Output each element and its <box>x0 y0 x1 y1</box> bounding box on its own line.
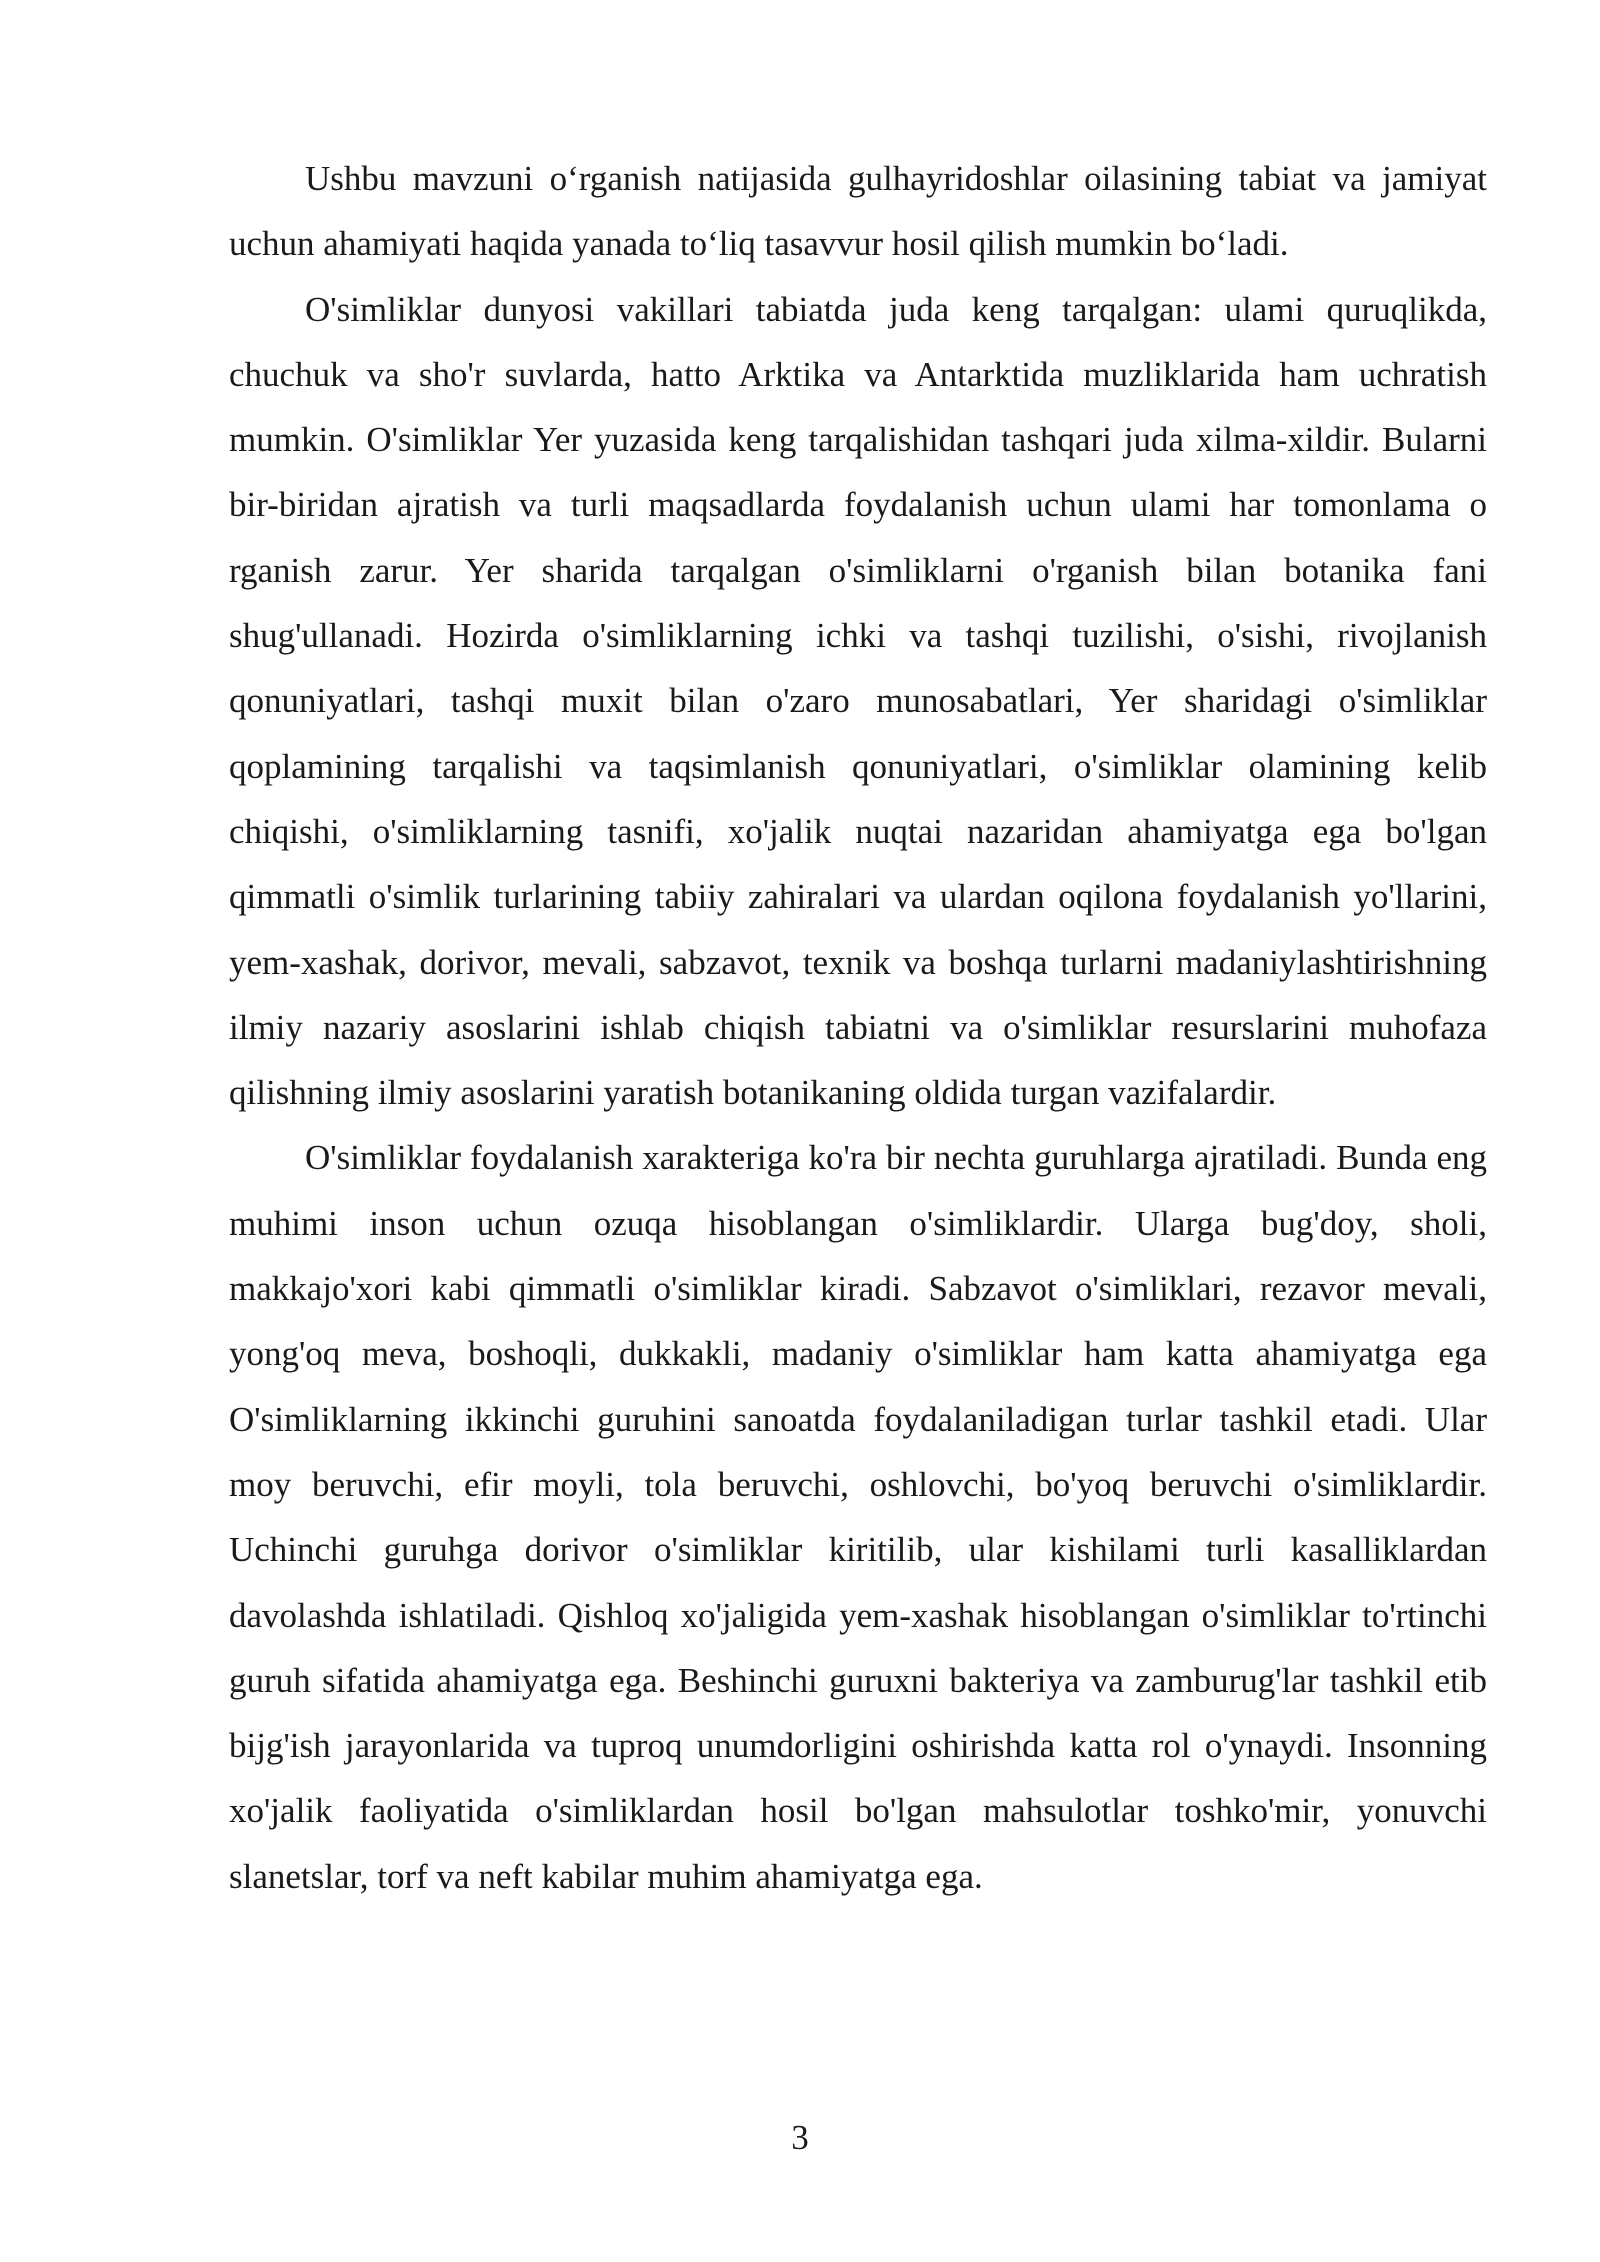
paragraph-plant-groups: O'simliklar foydalanish xarakteriga ko'ra bir nechta guruhlarga ajratiladi. Bunda eng muhimi inson uchun ozuqa hisoblangan o'simliklardir. Ularga bug'doy, sholi, makkajo'xori kabi qimmatli o'simliklar kiradi. Sabzavot o'simliklari, rezavor mevali, yong'oq meva, boshoqli, dukkakli, madaniy o'simliklar ham katta ahamiyatga ega O'simliklarning ikkinchi guruhini sanoatda foydalaniladigan turlar tashkil etadi. Ular moy beruvchi, efir moyli, tola beruvchi, oshlovchi, bo'yoq beruvchi o'simliklardir. Uchinchi guruhga dorivor o'simliklar kiritilib, ular kishilami turli kasalliklardan davolashda ishlatiladi. Qishloq xo'jaligida yem-xashak hisoblangan o'simliklar to'rtinchi guruh sifatida ahamiyatga ega. Beshinchi guruxni bakteriya va zamburug'lar tashkil etib bijg'ish jarayonlarida va tuproq unumdorligini oshirishda katta rol o'ynaydi. Insonning xo'jalik faoliyatida o'simliklardan hosil bo'lgan mahsulotlar toshko'mir, yonuvchi slanetslar, torf va neft kabilar muhim ahamiyatga ega. <box>229 1138 1487 1896</box>
document-body <box>229 146 1487 1909</box>
paragraph-intro: Ushbu mavzuni o‘rganish natijasida gulhayridoshlar oilasining tabiat va jamiyat uchun ahamiyati haqida yanada to‘liq tasavvur hosil qilish mumkin bo‘ladi. <box>229 159 1487 264</box>
paragraph-plant-world: O'simliklar dunyosi vakillari tabiatda juda keng tarqalgan: ulami quruqlikda, chuchuk va sho'r suvlarda, hatto Arktika va Antarktida muzliklarida ham uchratish mumkin. O'simliklar Yer yuzasida keng tarqalishidan tashqari juda xilma-xildir. Bularni bir-biridan ajratish va turli maqsadlarda foydalanish uchun ulami har tomonlama o rganish zarur. Yer sharida tarqalgan o'simliklarni o'rganish bilan botanika fani shug'ullanadi. Hozirda o'simliklarning ichki va tashqi tuzilishi, o'sishi, rivojlanish qonuniyatlari, tashqi muxit bilan o'zaro munosabatlari, Yer sharidagi o'simliklar qoplamining tarqalishi va taqsimlanish qonuniyatlari, o'simliklar olamining kelib chiqishi, o'simliklarning tasnifi, xo'jalik nuqtai nazaridan ahamiyatga ega bo'lgan qimmatli o'simlik turlarining tabiiy zahiralari va ulardan oqilona foydalanish yo'llarini, yem-xashak, dorivor, mevali, sabzavot, texnik va boshqa turlarni madaniylashtirishning ilmiy nazariy asoslarini ishlab chiqish tabiatni va o'simliklar resurslarini muhofaza qilishning ilmiy asoslarini yaratish botanikaning oldida turgan vazifalardir. <box>229 289 1487 1113</box>
page-number: 3 <box>791 2118 809 2157</box>
